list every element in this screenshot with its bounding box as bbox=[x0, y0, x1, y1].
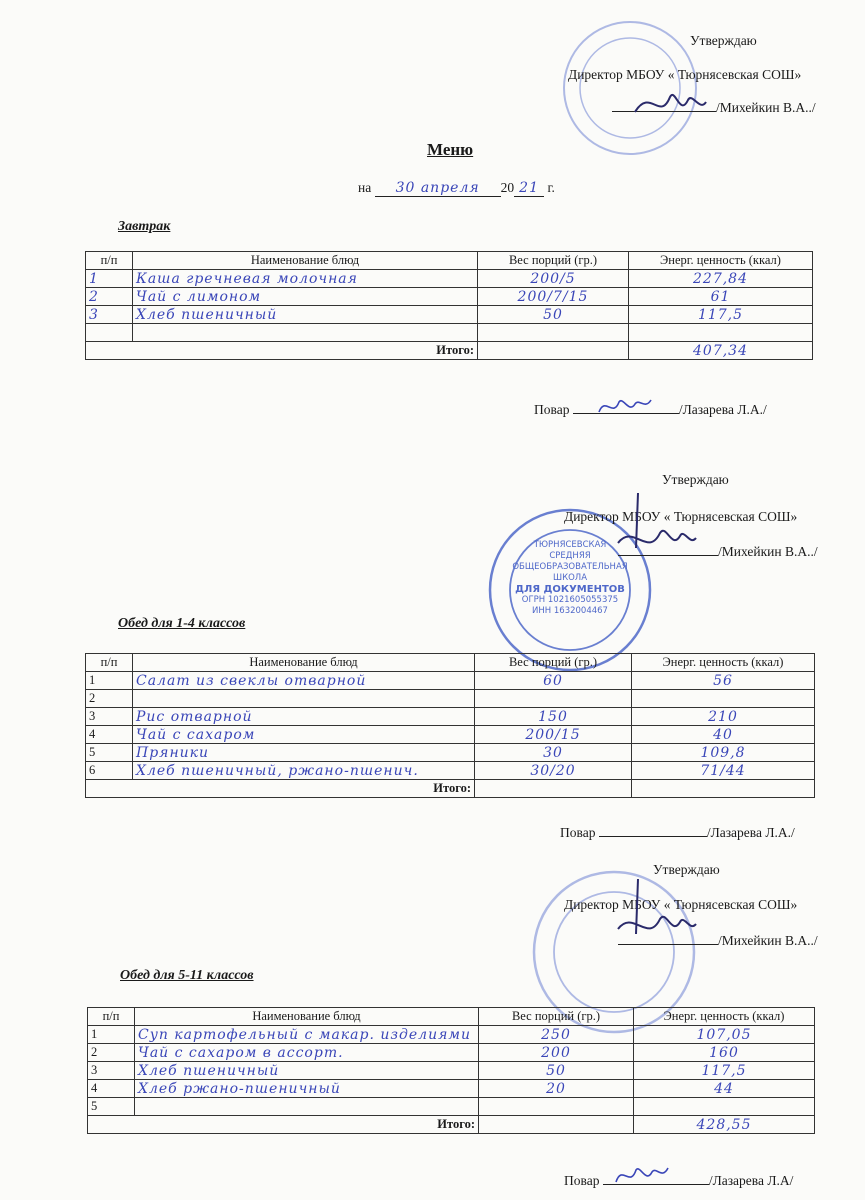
total-label: Итого: bbox=[86, 342, 478, 360]
row-name: Хлеб пшеничный bbox=[135, 1062, 479, 1080]
director-signature-line bbox=[618, 544, 818, 560]
lunch2-title: Обед для 5-11 классов bbox=[120, 968, 254, 983]
cook-line-3 bbox=[564, 1173, 793, 1189]
approve-title: Утверждаю bbox=[653, 862, 720, 877]
row-name: Салат из свеклы отварной bbox=[133, 672, 475, 690]
stamp-line1: ТЮРНЯСЕВСКАЯ bbox=[533, 540, 607, 550]
director-title: Директор МБОУ « Тюрнясевская СОШ» bbox=[564, 509, 798, 524]
row-weight: 250 bbox=[479, 1026, 634, 1044]
row-weight: 200/15 bbox=[475, 726, 632, 744]
row-weight: 30 bbox=[475, 744, 632, 762]
director-name: /Михейкин В.А../ bbox=[716, 100, 816, 115]
row-name: Пряники bbox=[133, 744, 475, 762]
table-row bbox=[88, 1098, 815, 1116]
col-weight: Вес порций (гр.) bbox=[478, 252, 629, 270]
cook-signature-blank bbox=[573, 413, 679, 414]
col-energy: Энерг. ценность (ккал) bbox=[629, 252, 813, 270]
table-row bbox=[88, 1062, 815, 1080]
director-signature-line bbox=[618, 933, 818, 949]
row-name: Хлеб пшеничный, ржано-пшенич. bbox=[133, 762, 475, 780]
row-energy: 109,8 bbox=[632, 744, 815, 762]
director-title: Директор МБОУ « Тюрнясевская СОШ» bbox=[564, 897, 798, 912]
row-energy: 117,5 bbox=[629, 306, 813, 324]
stamp-line4: ШКОЛА bbox=[552, 573, 588, 583]
total-row bbox=[86, 780, 815, 798]
row-num: 6 bbox=[86, 762, 133, 780]
row-num: 1 bbox=[88, 1026, 135, 1044]
row-num: 4 bbox=[86, 726, 133, 744]
total-weight bbox=[479, 1116, 634, 1134]
signature-blank bbox=[612, 111, 716, 112]
cook-name: /Лазарева Л.А./ bbox=[706, 825, 795, 840]
approve-title: Утверждаю bbox=[662, 472, 729, 487]
cook-label: Повар bbox=[534, 402, 570, 417]
row-num: 3 bbox=[88, 1062, 135, 1080]
breakfast-title: Завтрак bbox=[118, 219, 171, 234]
date-year-suffix: 21 bbox=[514, 180, 544, 197]
table-row bbox=[88, 1080, 815, 1098]
stamp-line3: ОБЩЕОБРАЗОВАТЕЛЬНАЯ bbox=[512, 562, 628, 572]
row-weight: 50 bbox=[479, 1062, 634, 1080]
row-num: 2 bbox=[88, 1044, 135, 1062]
table-row bbox=[88, 1044, 815, 1062]
signature-blank bbox=[618, 555, 718, 556]
row-weight bbox=[475, 690, 632, 708]
col-name: Наименование блюд bbox=[135, 1008, 479, 1026]
row-weight: 200/7/15 bbox=[478, 288, 629, 306]
lunch1-table bbox=[85, 653, 815, 798]
row-num: 5 bbox=[88, 1098, 135, 1116]
total-weight bbox=[478, 342, 629, 360]
row-weight bbox=[478, 324, 629, 342]
row-energy bbox=[629, 324, 813, 342]
director-title: Директор МБОУ « Тюрнясевская СОШ» bbox=[568, 67, 802, 82]
date-day-month: 30 апреля bbox=[375, 180, 501, 197]
total-row bbox=[86, 342, 813, 360]
table-row bbox=[86, 744, 815, 762]
table-row bbox=[86, 726, 815, 744]
table-row bbox=[86, 708, 815, 726]
row-name bbox=[133, 324, 478, 342]
row-weight: 150 bbox=[475, 708, 632, 726]
stamp-line2: СРЕДНЯЯ bbox=[549, 551, 591, 561]
row-name: Чай с лимоном bbox=[133, 288, 478, 306]
total-label: Итого: bbox=[86, 780, 475, 798]
row-energy: 44 bbox=[634, 1080, 815, 1098]
stamp-line7: ИНН 1632004467 bbox=[532, 606, 608, 616]
stamp-line6: ОГРН 1021605055375 bbox=[521, 595, 619, 605]
table-header bbox=[86, 654, 815, 672]
row-weight: 30/20 bbox=[475, 762, 632, 780]
table-row bbox=[88, 1026, 815, 1044]
row-weight: 50 bbox=[478, 306, 629, 324]
table-row bbox=[86, 672, 815, 690]
cook-signature-blank bbox=[603, 1184, 709, 1185]
row-num: 5 bbox=[86, 744, 133, 762]
lunch2-table bbox=[87, 1007, 815, 1134]
row-name bbox=[135, 1098, 479, 1116]
lunch1-title: Обед для 1-4 классов bbox=[118, 616, 246, 631]
row-weight: 60 bbox=[475, 672, 632, 690]
row-name: Каша гречневая молочная bbox=[133, 270, 478, 288]
stamp-line5: ДЛЯ ДОКУМЕНТОВ bbox=[515, 584, 625, 595]
cook-name: /Лазарева Л.А/ bbox=[708, 1173, 794, 1188]
date-g: г. bbox=[547, 180, 555, 195]
col-num: п/п bbox=[86, 654, 133, 672]
total-label: Итого: bbox=[88, 1116, 479, 1134]
row-num: 1 bbox=[86, 270, 133, 288]
total-weight bbox=[475, 780, 632, 798]
row-name: Хлеб пшеничный bbox=[133, 306, 478, 324]
menu-title: Меню bbox=[427, 140, 474, 159]
table-row bbox=[86, 288, 813, 306]
director-name: /Михейкин В.А../ bbox=[718, 933, 818, 948]
cook-label: Повар bbox=[560, 825, 596, 840]
col-weight: Вес порций (гр.) bbox=[479, 1008, 634, 1026]
row-name: Суп картофельный с макар. изделиями bbox=[135, 1026, 479, 1044]
total-energy: 428,55 bbox=[634, 1116, 815, 1134]
row-energy: 210 bbox=[632, 708, 815, 726]
school-stamp bbox=[560, 18, 700, 158]
table-row bbox=[86, 762, 815, 780]
col-weight: Вес порций (гр.) bbox=[475, 654, 632, 672]
row-num: 4 bbox=[88, 1080, 135, 1098]
director-name: /Михейкин В.А../ bbox=[718, 544, 818, 559]
row-num: 3 bbox=[86, 306, 133, 324]
col-num: п/п bbox=[86, 252, 133, 270]
signature-blank bbox=[618, 944, 718, 945]
col-num: п/п bbox=[88, 1008, 135, 1026]
cook-name: /Лазарева Л.А./ bbox=[678, 402, 767, 417]
row-name bbox=[133, 690, 475, 708]
row-weight bbox=[479, 1098, 634, 1116]
row-energy: 61 bbox=[629, 288, 813, 306]
row-name: Рис отварной bbox=[133, 708, 475, 726]
table-row bbox=[86, 690, 815, 708]
row-energy: 107,05 bbox=[634, 1026, 815, 1044]
total-energy: 407,34 bbox=[629, 342, 813, 360]
approve-title: Утверждаю bbox=[690, 33, 757, 48]
row-weight: 200/5 bbox=[478, 270, 629, 288]
row-name: Чай с сахаром в ассорт. bbox=[135, 1044, 479, 1062]
col-energy: Энерг. ценность (ккал) bbox=[632, 654, 815, 672]
date-year-prefix: 20 bbox=[500, 180, 515, 195]
col-energy: Энерг. ценность (ккал) bbox=[634, 1008, 815, 1026]
breakfast-table bbox=[85, 251, 813, 360]
table-header bbox=[88, 1008, 815, 1026]
table-row bbox=[86, 324, 813, 342]
row-energy bbox=[634, 1098, 815, 1116]
total-energy bbox=[632, 780, 815, 798]
row-weight: 20 bbox=[479, 1080, 634, 1098]
row-energy: 71/44 bbox=[632, 762, 815, 780]
row-energy: 227,84 bbox=[629, 270, 813, 288]
row-weight: 200 bbox=[479, 1044, 634, 1062]
row-name: Хлеб ржано-пшеничный bbox=[135, 1080, 479, 1098]
cook-line-2 bbox=[560, 825, 795, 841]
col-name: Наименование блюд bbox=[133, 654, 475, 672]
row-num bbox=[86, 324, 133, 342]
row-name: Чай с сахаром bbox=[133, 726, 475, 744]
date-prefix: на bbox=[358, 180, 372, 195]
col-name: Наименование блюд bbox=[133, 252, 478, 270]
cook-signature-blank bbox=[599, 836, 707, 837]
row-energy: 117,5 bbox=[634, 1062, 815, 1080]
row-energy: 56 bbox=[632, 672, 815, 690]
row-num: 3 bbox=[86, 708, 133, 726]
table-header bbox=[86, 252, 813, 270]
row-num: 2 bbox=[86, 288, 133, 306]
row-energy bbox=[632, 690, 815, 708]
row-num: 1 bbox=[86, 672, 133, 690]
director-signature-line bbox=[612, 100, 816, 116]
table-row bbox=[86, 270, 813, 288]
row-energy: 40 bbox=[632, 726, 815, 744]
cook-line-1 bbox=[534, 402, 767, 418]
menu-date bbox=[358, 180, 555, 197]
total-row bbox=[88, 1116, 815, 1134]
school-stamp bbox=[486, 506, 654, 674]
row-energy: 160 bbox=[634, 1044, 815, 1062]
table-row bbox=[86, 306, 813, 324]
row-num: 2 bbox=[86, 690, 133, 708]
cook-label: Повар bbox=[564, 1173, 600, 1188]
